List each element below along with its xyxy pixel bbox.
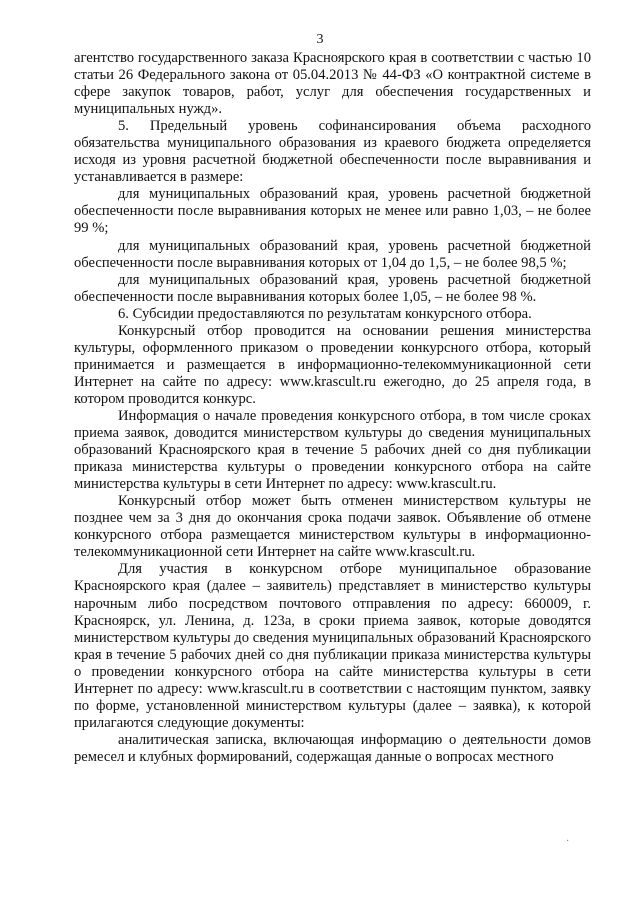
paragraph-competition-info: Информация о начале проведения конкурсного отбора, в том числе сроках приема заявок, доводится министерством культуры до сведения муниципальных образований Красноярского края в течение 5 рабочих дней со дня публикации приказа министерства культуры о проведении конкурсного отбора на сайте министерства культуры в сети Интернет по адресу: www.krascult.ru. <box>74 407 591 493</box>
paragraph-competition-basis: Конкурсный отбор проводится на основании решения министерства культуры, оформленного приказом о проведении конкурсного отбора, который принимается и размещается в информационно-телекоммуникационной сети Интернет на сайте по адресу: www.krascult.ru ежегодно, до 25 апреля года, в котором проводится конкурс. <box>74 322 591 407</box>
page-number: 3 <box>316 32 324 47</box>
paragraph-participation: Для участия в конкурсном отборе муниципальное образование Красноярского края (далее – заявитель) представляет в министерство культуры нарочным либо посредством почтового отправления по адресу: 660009, г. Красноярск, ул. Ленина, д. 123а, в сроки приема заявок, которые доводятся министерством культуры до сведения муниципальных образований Красноярского края в течение 5 рабочих дней со дня публикации приказа министерства культуры о проведении конкурсного отбора на сайте министерства культуры в сети Интернет по адресу: www.krascult.ru в соответствии с настоящим пунктом, заявку по форме, установленной министерством культуры (далее – заявка), к которой прилагаются следующие документы: <box>74 561 591 731</box>
paragraph-level-98-5: для муниципальных образований края, уровень расчетной бюджетной обеспеченности после выравнивания которых от 1,04 до 1,5, – не более 98,5 %; <box>74 237 591 271</box>
paragraph-analytical-note: аналитическая записка, включающая информацию о деятельности домов ремесел и клубных формирований, содержащая данные о вопросах местного <box>74 731 591 765</box>
paragraph-cofinancing-level: 5. Предельный уровень софинансирования объема расходного обязательства муниципального образования из краевого бюджета определяется исходя из уровня расчетной бюджетной обеспеченности после выравнивания и устанавливается в размере: <box>74 118 591 186</box>
paragraph-competition-cancel: Конкурсный отбор может быть отменен министерством культуры не позднее чем за 3 дня до окончания срока подачи заявок. Объявление об отмене конкурсного отбора размещается министерством культуры в информационно-телекоммуникационной сети Интернет на сайте www.krascult.ru. <box>74 493 591 561</box>
paragraph-level-98: для муниципальных образований края, уровень расчетной бюджетной обеспеченности после выравнивания которых более 1,05, – не более 98 %. <box>74 271 591 305</box>
paragraph-level-99: для муниципальных образований края, уровень расчетной бюджетной обеспеченности после выравнивания которых не менее или равно 1,03, – не более 99 %; <box>74 186 591 237</box>
document-body <box>74 50 591 766</box>
paragraph-contract-agency: агентство государственного заказа Красноярского края в соответствии с частью 10 статьи 26 Федерального закона от 05.04.2013 № 44-ФЗ «О контрактной системе в сфере закупок товаров, работ, услуг для обеспечения государственных и муниципальных нужд». <box>74 50 591 118</box>
paragraph-subsidies-competition: 6. Субсидии предоставляются по результатам конкурсного отбора. <box>118 305 532 322</box>
corner-mark: · <box>566 836 570 847</box>
